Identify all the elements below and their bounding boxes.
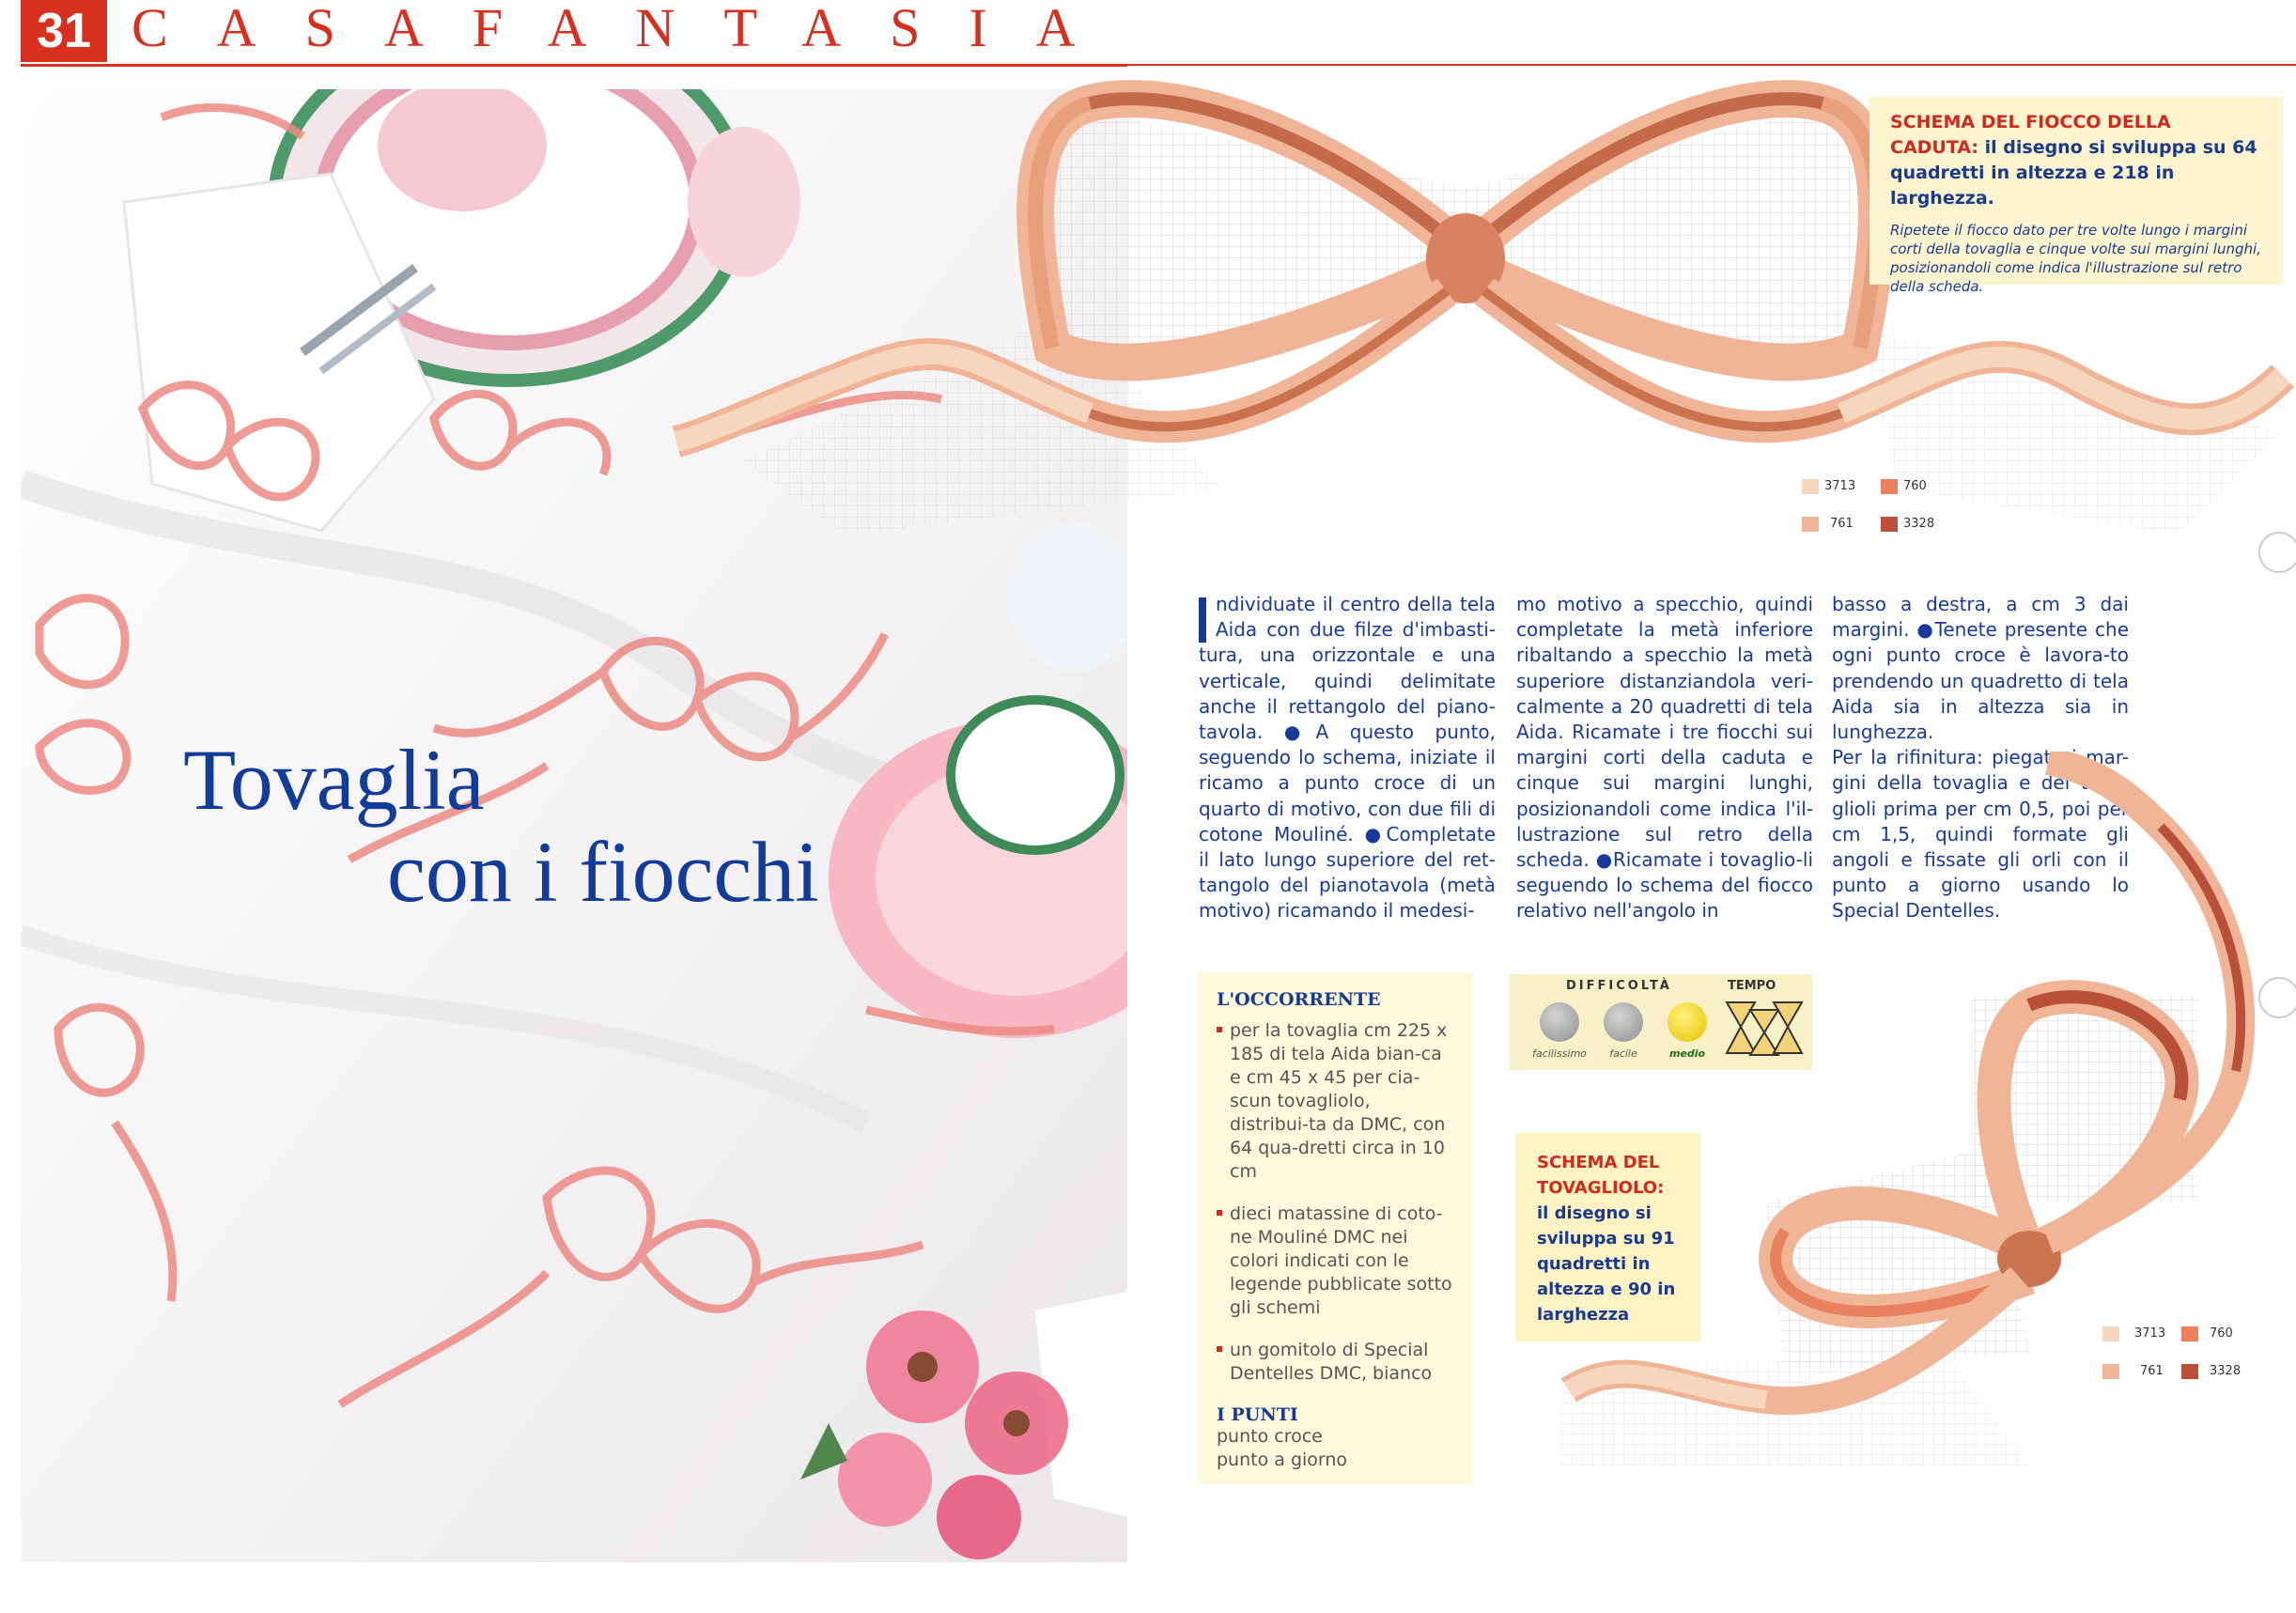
punti-item: punto croce (1217, 1426, 1323, 1447)
body-column-1 (1199, 592, 1496, 924)
schema-caduta-box (1869, 97, 2283, 295)
legend-code: 3713 (2134, 1326, 2166, 1341)
occorrente-item-text: per la tovaglia cm 225 x 185 di tela Aida bian-ca e cm 45 x 45 per cia-scun tovagliolo, distribui-ta da DMC, con 64 qua-dretti circa in 10 cm (1230, 1020, 1448, 1182)
occorrente-item (1217, 1202, 1453, 1320)
magazine-title: CASAFANTASIA (132, 0, 1125, 58)
schema-tovagliolo-label: SCHEMA DEL TOVAGLIOLO: (1537, 1153, 1665, 1198)
occorrente-box (1198, 972, 1472, 1484)
bullet-icon (1217, 1346, 1222, 1352)
legend-swatch (1802, 479, 1819, 494)
legend-swatch (1881, 479, 1898, 494)
legend-code: 761 (1830, 517, 1854, 531)
article-title-line1: Tovaglia (183, 732, 485, 828)
schema-tovagliolo-text: il disegno si sviluppa su 91 quadretti in altezza e 90 in larghezza (1537, 1203, 1676, 1325)
difficulty-level: facile (1609, 1047, 1637, 1060)
body-text: mo motivo a specchio, quindi completate la metà inferiore ribaltando a specchio la metà superiore distanziandola veri-calmente a 20 quadretti di tela Aida. Ricamate i tre fiocchi sui margini corti della caduta e cinque sui margini lunghi, posizionandoli come indica l'il-lustrazione sul retro della scheda. ●Ricamate i tovaglio-li seguendo lo schema del fiocco relativo nell'angolo in (1516, 593, 1813, 923)
body-text: ndividuate il centro della tela Aida con due filze d'imbasti-tura, una orizzontale e una verticale, quindi delimitate anche il rettangolo del piano-tavola. ●A questo punto, seguendo lo schema, iniziate il ricamo a punto croce di un quarto di motivo, con due fili di cotone Mouliné. ●Completate il lato lungo superiore del ret-tangolo del pianotavola (metà motivo) ricamando il medesi- (1199, 593, 1496, 923)
legend-swatch (2181, 1326, 2198, 1342)
punti-item: punto a giorno (1217, 1450, 1348, 1470)
legend-swatch (1802, 517, 1819, 532)
article-title-line2: con i fiocchi (387, 824, 819, 920)
legend-code: 3328 (1903, 517, 1935, 531)
bullet-icon (1217, 1210, 1222, 1216)
punti-title: I PUNTI (1217, 1404, 1298, 1425)
page-number: 31 (21, 0, 107, 62)
chart-legend (1802, 479, 1971, 535)
occorrente-item-text: un gomitolo di Special Dentelles DMC, bianco (1230, 1340, 1433, 1384)
difficulty-level-selected: medio (1668, 1047, 1706, 1060)
difficulty-label: DIFFICOLTÀ (1566, 979, 1672, 993)
legend-code: 760 (1903, 479, 1927, 493)
binder-hole (2258, 977, 2296, 1018)
schema-caduta-label: SCHEMA DEL FIOCCO DELLA CADUTA: (1890, 112, 2171, 158)
bullet-icon (1217, 1027, 1222, 1032)
schema-caduta-note: Ripetete il fiocco dato per tre volte lungo i margini corti della tovaglia e cinque volte sui margini lunghi, posizionandoli come indica l'illustrazione sul retro della scheda. (1890, 222, 2261, 295)
drop-cap (1199, 597, 1206, 643)
legend-code: 760 (2210, 1326, 2233, 1341)
legend-code: 3713 (1824, 479, 1856, 493)
legend-swatch (1881, 517, 1898, 532)
legend-swatch (2102, 1364, 2119, 1379)
occorrente-item (1217, 1339, 1453, 1386)
binder-hole (2258, 532, 2296, 573)
body-text: basso a destra, a cm 3 dai margini. ●Tenete presente che ogni punto croce è lavora-to prendendo un quadretto di tela Aida sia in altezza sia in lunghezza. (1832, 593, 2129, 744)
schema-tovagliolo-box (1516, 1133, 1700, 1342)
chart-legend (2102, 1326, 2272, 1383)
legend-swatch (2102, 1326, 2119, 1342)
occorrente-item-text: dieci matassine di coto-ne Mouliné DMC nei colori indicati con le legende pubblicate sotto gli schemi (1230, 1203, 1452, 1318)
legend-swatch (2181, 1364, 2198, 1379)
schema-caduta-title (1890, 110, 2262, 211)
legend-code: 3328 (2210, 1364, 2242, 1378)
tempo-label: TEMPO (1728, 979, 1776, 993)
schema-caduta-text: il disegno si sviluppa su 64 quadretti in altezza e 218 in larghezza. (1890, 137, 2257, 209)
legend-code: 761 (2140, 1364, 2164, 1378)
body-text: Per la rifinitura: piegate i mar-gini della tovaglia e dei tova-glioli prima per cm 0,5, poi per cm 1,5, quindi formate gli angoli e fissate gli orli con il punto a giorno usando lo Special Dentelles. (1832, 746, 2129, 923)
difficulty-level: facilissimo (1532, 1047, 1587, 1060)
occorrente-item (1217, 1019, 1453, 1184)
occorrente-title: L'OCCORRENTE (1217, 989, 1381, 1010)
